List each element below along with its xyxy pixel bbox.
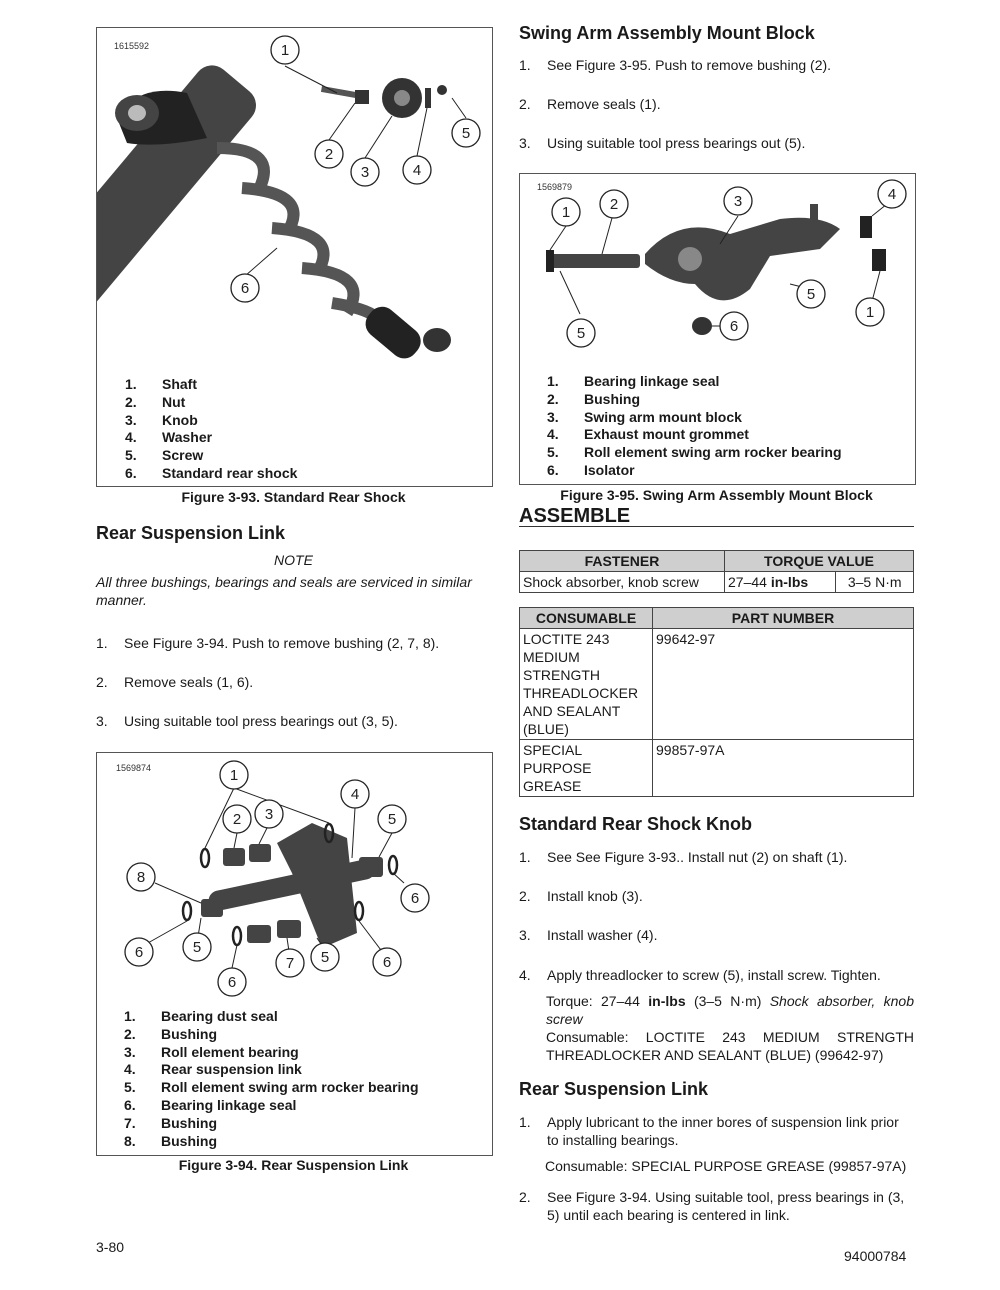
legend-row: 5. Roll element swing arm rocker bearing	[547, 444, 842, 461]
step: 1. Apply lubricant to the inner bores of suspension link prior to installing bearings.	[519, 1114, 899, 1148]
step: 2. Install knob (3).	[519, 888, 643, 904]
svg-text:8: 8	[136, 869, 146, 886]
legend-row: 1. Shaft	[125, 376, 197, 392]
table-cell: 3–5 N·m	[836, 572, 914, 593]
step: 1. See Figure 3-95. Push to remove bushing (2).	[519, 57, 832, 73]
svg-text:1: 1	[865, 304, 875, 321]
table-header: FASTENER	[520, 551, 725, 572]
table-cell: Shock absorber, knob screw	[520, 572, 725, 593]
svg-text:5: 5	[387, 811, 397, 828]
step: 2. See Figure 3-94. Using suitable tool, press bearings in (3, 5) until each bearing is centered in link.	[519, 1189, 905, 1223]
step: 3. Using suitable tool press bearings out (5).	[519, 135, 806, 151]
svg-text:6: 6	[410, 890, 420, 907]
figure-caption: Figure 3-95. Swing Arm Assembly Mount Block	[560, 487, 873, 503]
svg-text:2: 2	[232, 811, 242, 828]
legend-row: 4. Rear suspension link	[124, 1061, 302, 1078]
consumable-spec: Consumable: LOCTITE 243 MEDIUM STRENGTH THREADLOCKER AND SEALANT (BLUE) (99642-97)	[546, 1029, 914, 1063]
section-heading: Standard Rear Shock Knob	[519, 814, 753, 834]
rear-shock-illustration	[97, 28, 492, 368]
callout-4: 4	[412, 162, 422, 179]
swing-arm-mount-block-illustration	[520, 174, 915, 369]
step: 1. See Figure 3-94. Push to remove bushing (2, 7, 8).	[96, 635, 440, 651]
assemble-heading: ASSEMBLE	[519, 505, 631, 527]
consumable-table	[519, 607, 914, 797]
section-heading: Rear Suspension Link	[519, 1079, 709, 1099]
svg-text:4: 4	[887, 186, 897, 203]
figure-id: 1569874	[116, 763, 152, 773]
table-cell: SPECIAL PURPOSE GREASE	[520, 740, 653, 797]
table-header-row	[520, 551, 914, 572]
svg-text:1: 1	[561, 204, 571, 221]
legend-row: 3. Knob	[125, 411, 198, 428]
torque-spec: Torque: 27–44 in-lbs (3–5 N·m) Shock absorber, knob screw	[546, 993, 915, 1027]
table-row	[520, 740, 914, 797]
svg-text:6: 6	[134, 944, 144, 961]
legend-row: 7. Bushing	[124, 1114, 217, 1131]
rear-suspension-link-illustration	[97, 753, 492, 1003]
svg-text:5: 5	[192, 939, 202, 956]
figure-caption: Figure 3-93. Standard Rear Shock	[181, 489, 406, 505]
step: 1. See See Figure 3-93.. Install nut (2) on shaft (1).	[519, 849, 848, 865]
legend-row: 5. Roll element swing arm rocker bearing	[124, 1079, 419, 1096]
svg-text:3: 3	[264, 806, 274, 823]
table-header-row	[520, 608, 914, 629]
figure-3-93	[96, 27, 493, 487]
legend-row: 6. Standard rear shock	[125, 464, 298, 481]
callout-3: 3	[360, 164, 370, 181]
legend-row: 4. Washer	[125, 429, 213, 446]
legend-row: 2. Bushing	[124, 1025, 217, 1042]
callout-6: 6	[240, 280, 250, 297]
legend-row: 1. Bearing dust seal	[124, 1008, 278, 1024]
figure-id: 1615592	[114, 41, 150, 51]
legend-row: 1. Bearing linkage seal	[547, 373, 720, 389]
legend-row: 2. Bushing	[547, 390, 640, 407]
callout-1: 1	[280, 42, 290, 59]
table-cell: 27–44 in-lbs	[725, 572, 836, 593]
callout-2: 2	[324, 146, 334, 163]
legend-row: 4. Exhaust mount grommet	[547, 426, 749, 443]
page-number: 3-80	[96, 1239, 125, 1255]
heading-rule	[519, 526, 914, 527]
legend-row: 6. Isolator	[547, 461, 635, 478]
table-cell: 99642-97	[653, 629, 914, 740]
document-number: 94000784	[844, 1248, 907, 1264]
legend-row: 3. Roll element bearing	[124, 1043, 299, 1060]
svg-text:6: 6	[729, 318, 739, 335]
figure-legend	[125, 376, 297, 483]
figure-3-95	[519, 173, 916, 485]
svg-text:5: 5	[576, 325, 586, 342]
figure-3-94	[96, 752, 493, 1156]
figure-legend	[124, 1008, 419, 1150]
step: 2. Remove seals (1).	[519, 96, 661, 112]
figure-id: 1569879	[537, 182, 573, 192]
section-heading: Rear Suspension Link	[96, 523, 286, 543]
legend-row: 3. Swing arm mount block	[547, 408, 742, 425]
table-cell: 99857-97A	[653, 740, 914, 797]
table-cell: LOCTITE 243 MEDIUM STRENGTH THREADLOCKER AND SEALANT (BLUE)	[520, 629, 653, 740]
legend-row: 6. Bearing linkage seal	[124, 1096, 297, 1113]
svg-text:4: 4	[350, 786, 360, 803]
step: 3. Using suitable tool press bearings out (3, 5).	[96, 713, 398, 729]
table-row	[520, 629, 914, 740]
svg-text:5: 5	[320, 949, 330, 966]
note-title: NOTE	[274, 552, 313, 568]
consumable-spec: Consumable: SPECIAL PURPOSE GREASE (99857-97A)	[545, 1158, 907, 1174]
figure-legend	[547, 373, 842, 480]
legend-row: 8. Bushing	[124, 1132, 217, 1149]
fastener-table	[519, 550, 914, 593]
figure-caption: Figure 3-94. Rear Suspension Link	[178, 1157, 409, 1173]
svg-text:2: 2	[609, 196, 619, 213]
svg-text:6: 6	[227, 974, 237, 991]
svg-text:6: 6	[382, 954, 392, 971]
svg-text:7: 7	[285, 955, 295, 972]
step: 2. Remove seals (1, 6).	[96, 674, 254, 690]
table-row	[520, 572, 914, 593]
table-header: CONSUMABLE	[520, 608, 653, 629]
svg-text:3: 3	[733, 193, 743, 210]
table-header: PART NUMBER	[653, 608, 914, 629]
legend-row: 2. Nut	[125, 393, 186, 410]
svg-text:1: 1	[229, 767, 239, 784]
note-body: All three bushings, bearings and seals are serviced in similar manner.	[96, 574, 472, 608]
step: 3. Install washer (4).	[519, 927, 658, 943]
callout-5: 5	[461, 125, 471, 142]
table-header: TORQUE VALUE	[725, 551, 914, 572]
step: 4. Apply threadlocker to screw (5), install screw. Tighten.	[519, 967, 881, 983]
section-heading: Swing Arm Assembly Mount Block	[519, 23, 815, 43]
legend-row: 5. Screw	[125, 447, 204, 464]
svg-text:5: 5	[806, 286, 816, 303]
